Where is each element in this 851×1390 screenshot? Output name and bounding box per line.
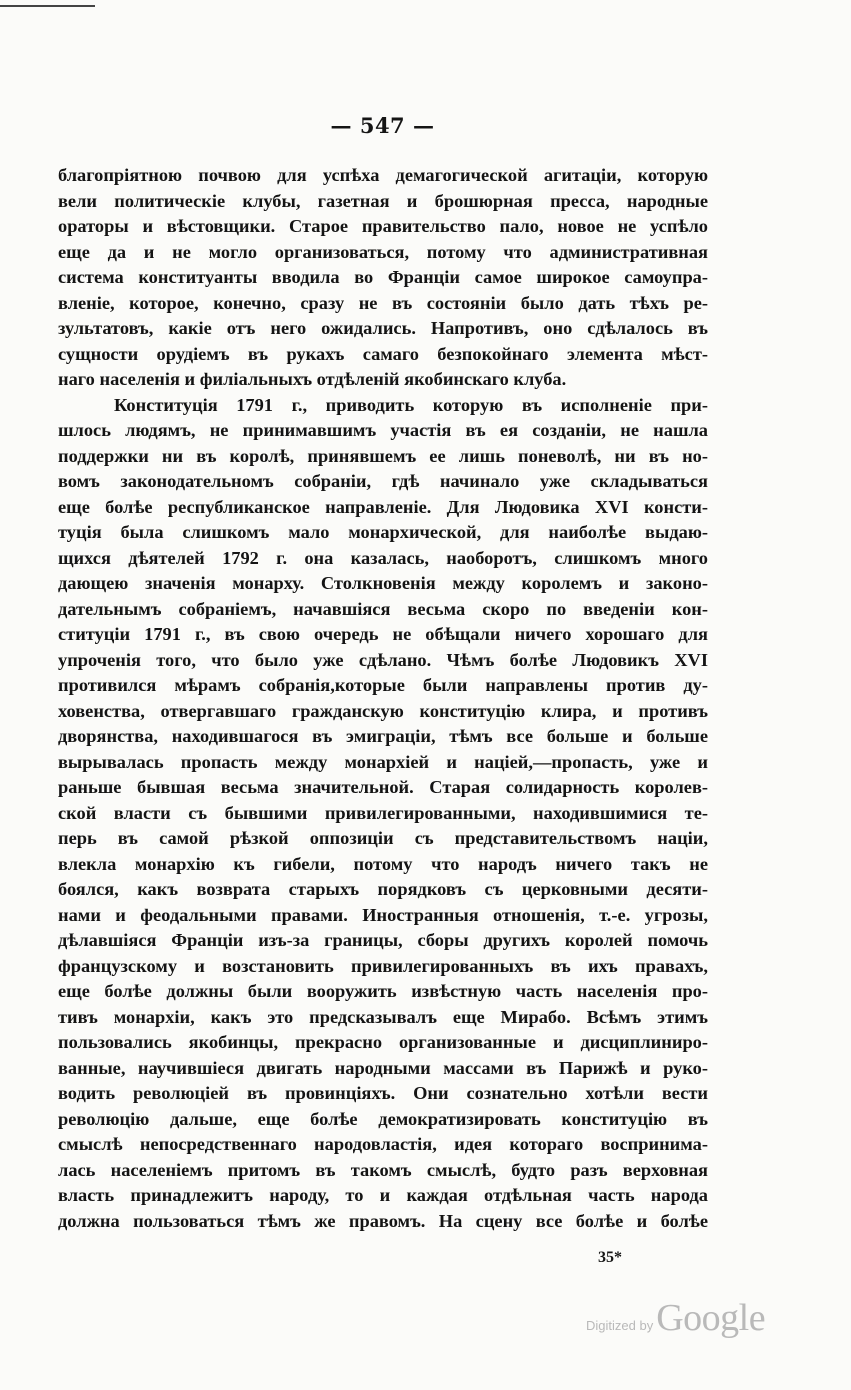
google-logo: Google: [656, 1297, 766, 1339]
text-line: должна пользоваться тѣмъ же правомъ. На сцену все болѣе и болѣе: [58, 1210, 708, 1231]
text-line: нами и феодальными правами. Иностранныя отношенія, т.-е. угрозы,: [58, 904, 708, 925]
text-line: дающею значенія монарху. Столкновенія между королемъ и законо-: [58, 573, 708, 593]
text-line: противился мѣрамъ собранія,которые были направлены против ду-: [58, 675, 708, 695]
text-line: власть принадлежитъ народу, то и каждая отдѣльная часть народа: [58, 1185, 708, 1205]
text-line: дворянства, находившагося въ эмиграціи, тѣмъ все больше и больше: [58, 726, 708, 746]
text-line: ховенства, отвергавшаго гражданскую конституцію клира, и противъ: [58, 700, 708, 721]
text-line: ституціи 1791 г., въ свою очередь не обѣщали ничего хорошаго для: [58, 624, 708, 644]
text-line: тивъ монархіи, какъ это предсказывалъ еще Мирабо. Всѣмъ этимъ: [58, 1006, 708, 1027]
text-line: поддержки ни въ королѣ, принявшемъ ее лишь поневолѣ, ни въ но-: [58, 445, 708, 466]
text-line: щихся дѣятелей 1792 г. она казалась, наоборотъ, слишкомъ много: [58, 547, 708, 568]
text-line: туція была слишкомъ мало монархической, для наиболѣе выдаю-: [58, 522, 708, 542]
text-line: смыслѣ непосредственнаго народовластія, идея котораго воспринима-: [58, 1134, 708, 1154]
text-line: ской власти съ бывшими привилегированными, находившимися те-: [58, 802, 708, 823]
text-line: ванные, научившіеся двигать народными массами въ Парижѣ и руко-: [58, 1057, 708, 1078]
text-line: лась населеніемъ притомъ въ такомъ смыслѣ, будто разъ верховная: [58, 1159, 708, 1180]
watermark-prefix: Digitized by: [586, 1318, 654, 1333]
text-line: наго населенія и филіальныхъ отдѣленій якобинскаго клуба.: [58, 369, 567, 389]
text-line: боялся, какъ возврата старыхъ порядковъ съ церковными десяти-: [58, 879, 708, 899]
text-line: сущности орудіемъ въ рукахъ самаго безпокойнаго элемента мѣст-: [58, 343, 708, 364]
text-line: пользовались якобинцы, прекрасно организованные и дисциплиниро-: [58, 1032, 708, 1052]
text-line: вырывалась пропасть между монархіей и націей,—пропасть, уже и: [58, 751, 708, 772]
text-line: вленіе, которое, конечно, сразу не въ состояніи было дать тѣхъ ре-: [58, 292, 708, 313]
top-rule: [0, 0, 95, 7]
text-line: революцію дальше, еще болѣе демократизировать конституцію въ: [58, 1108, 708, 1129]
body-text: [58, 163, 708, 1234]
text-line: еще болѣе республиканское направленіе. Для Людовика XVI консти-: [58, 496, 708, 517]
text-line: вели политическіе клубы, газетная и брошюрная пресса, народные: [58, 190, 708, 211]
signature-mark: 35*: [598, 1249, 622, 1266]
text-line: шлось людямъ, не принимавшимъ участія въ ея созданіи, не нашла: [58, 420, 708, 440]
text-line: система конституанты вводила во Франціи самое широкое самоупра-: [58, 267, 708, 287]
text-line: зультатовъ, какіе отъ него ожидались. Напротивъ, оно сдѣлалось въ: [58, 318, 708, 338]
text-line: дѣлавшіяся Франціи изъ-за границы, сборы другихъ королей помочь: [58, 930, 708, 950]
text-line: французскому и возстановить привилегированныхъ въ ихъ правахъ,: [58, 955, 708, 976]
text-line: перь въ самой рѣзкой оппозиціи съ представительствомъ націи,: [58, 828, 708, 848]
text-line: упроченія того, что было уже сдѣлано. Чѣмъ болѣе Людовикъ XVI: [58, 649, 708, 670]
text-line: еще да и не могло организоваться, потому что административная: [58, 241, 708, 262]
text-line: водить революціей въ провинціяхъ. Они сознательно хотѣли вести: [58, 1083, 708, 1103]
text-line: раньше бывшая весьма значительной. Старая солидарность королев-: [58, 777, 708, 797]
text-line: ораторы и вѣстовщики. Старое правительство пало, новое не успѣло: [58, 216, 708, 236]
text-line: влекла монархію къ гибели, потому что народъ ничего такъ не: [58, 853, 708, 874]
digitized-watermark: [586, 1296, 765, 1340]
text-line-paragraph-start: Конституція 1791 г., приводить которую въ исполненіе при-: [114, 394, 708, 415]
page-number: — 547 —: [330, 113, 435, 138]
text-line: вомъ законодательномъ собраніи, гдѣ начинало уже складываться: [58, 471, 708, 491]
text-line: благопріятною почвою для успѣха демагогической агитаціи, которую: [58, 165, 708, 185]
text-line: еще болѣе должны были вооружить извѣстную часть населенія про-: [58, 981, 708, 1001]
text-line: дательнымъ собраніемъ, начавшіяся весьма скоро по введеніи кон-: [58, 598, 708, 619]
